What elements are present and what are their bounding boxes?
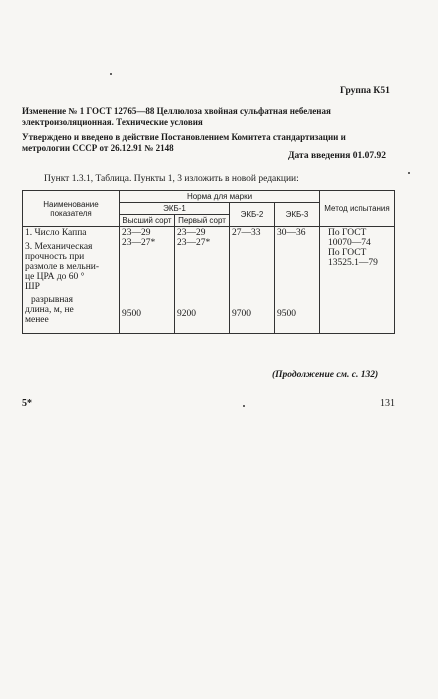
value: 23—29 [177,228,206,238]
footer-mark: 5* [22,398,32,409]
amendment-line-2: электроизоляционная. Технические условия [22,117,203,127]
method-line: По ГОСТ [328,228,367,238]
method-cell [320,227,395,334]
indicator-line: разрывная [31,295,74,305]
header-row-1 [23,191,395,203]
instruction-text: Пункт 1.3.1, Таблица. Пункты 1, 3 изложить в новой редакции: [44,174,299,184]
speck [408,172,410,174]
value: 9500 [277,309,296,319]
value: 30—36 [277,228,306,238]
value: 23—27* [177,238,211,248]
highest-cell [120,227,175,334]
group-code: Группа К51 [340,86,390,96]
amendment-line-1: Изменение № 1 ГОСТ 12765—88 Целлюлоза хвойная сульфатная небеленая [22,106,331,116]
norms-table [22,190,395,334]
table-row [23,227,395,334]
method-line: 13525.1—79 [328,258,378,268]
amendment-title [22,106,394,128]
approval-line-1: Утверждено и введено в действие Постановлением Комитета стандартизации и [22,132,346,142]
speck [110,73,112,75]
indicator-line: длина, м, не [25,305,74,315]
value: 9500 [122,309,141,319]
value: 9700 [232,309,251,319]
indicator-line: ШР [25,282,40,292]
method-line: По ГОСТ [328,248,367,258]
header-method: Метод испытания [320,191,395,227]
indicator-cell [23,227,120,334]
header-highest: Высший сорт [120,215,175,227]
first-cell [175,227,230,334]
effective-date: Дата введения 01.07.92 [288,151,387,161]
indicator-line: 1. Число Каппа [25,228,87,238]
indicator-line: менее [25,315,49,325]
ekb3-cell [275,227,320,334]
header-ekb2: ЭКБ-2 [230,203,275,227]
indicator-line: размоле в мельни- [25,262,100,272]
approval-line-2: метрологии СССР от 26.12.91 № 2148 [22,143,174,153]
indicator-line: це ЦРА до 60 ° [25,272,85,282]
header-grade-norm: Норма для марки [120,191,320,203]
value: 27—33 [232,228,261,238]
indicator-line: 3. Механическая [25,242,93,252]
value: 23—29 [122,228,151,238]
continuation-note: (Продолжение см. с. 132) [272,370,379,380]
page-number: 131 [380,398,395,409]
method-line: 10070—74 [328,238,371,248]
speck [243,405,245,407]
header-ekb3: ЭКБ-3 [275,203,320,227]
header-indicator: Наименование показателя [23,191,120,227]
indicator-line: прочность при [25,252,85,262]
value: 23—27* [122,238,156,248]
header-ekb1: ЭКБ-1 [120,203,230,215]
value: 9200 [177,309,196,319]
ekb2-cell [230,227,275,334]
header-first: Первый сорт [175,215,230,227]
